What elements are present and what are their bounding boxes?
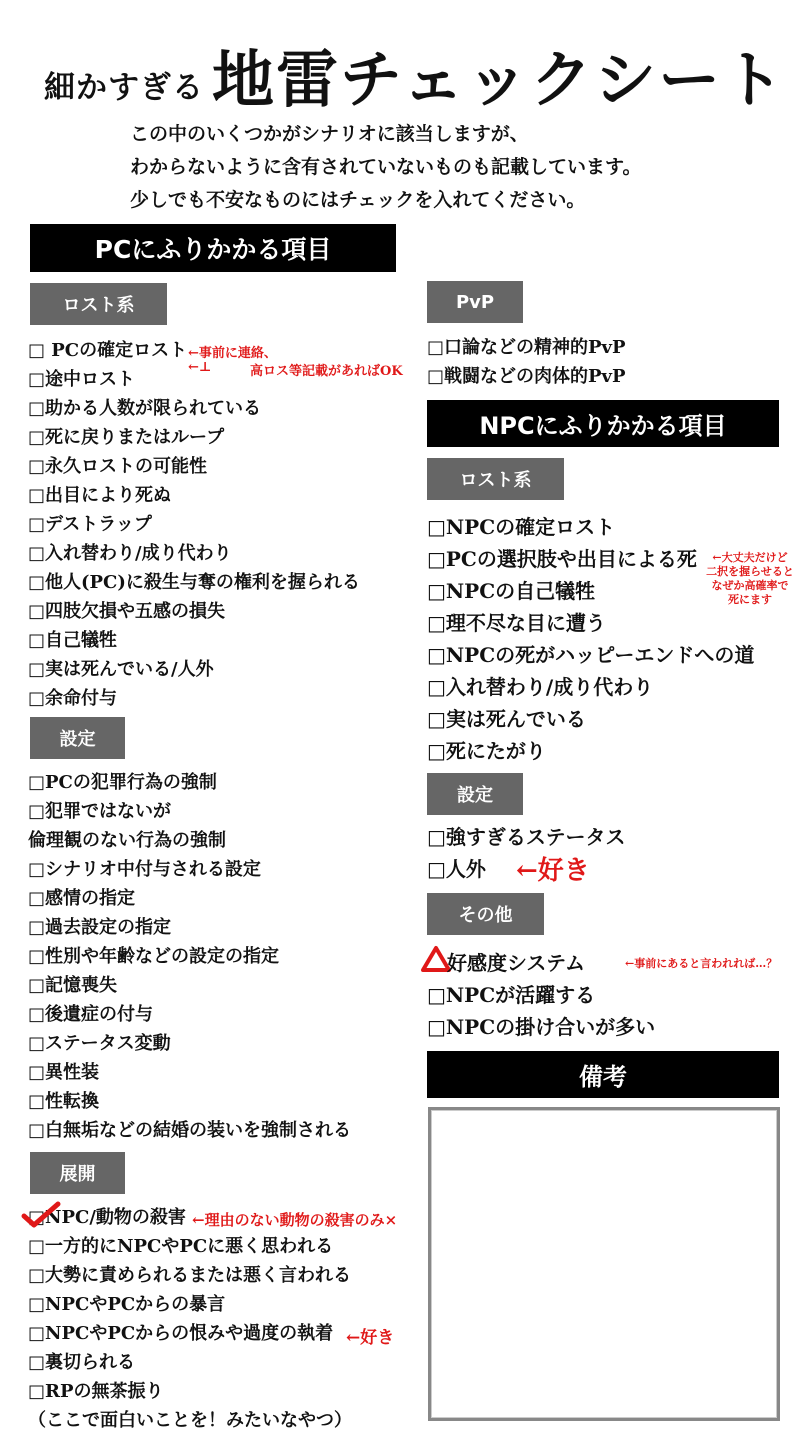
checklist-item[interactable]: □一方的にNPCやPCに悪く思われる <box>28 1236 334 1257</box>
annotation-line: 死にます <box>728 593 772 606</box>
checklist-item[interactable]: □NPCが活躍する <box>427 983 596 1007</box>
checklist-item[interactable]: □異性装 <box>28 1062 100 1083</box>
npc-other-tag <box>427 893 544 935</box>
checklist-item[interactable]: □強すぎるステータス <box>427 825 626 849</box>
checklist-item[interactable]: □シナリオ中付与される設定 <box>28 859 261 880</box>
checklist-item[interactable]: □永久ロストの可能性 <box>28 456 208 477</box>
annotation-pc-lost-1: ←事前に連絡、 <box>188 346 277 361</box>
checklist-item[interactable]: □PCの選択肢や出目による死 <box>427 547 697 571</box>
checklist-item-label: 好感度システム <box>447 951 585 975</box>
checklist-item[interactable]: □理不尽な目に遭う <box>427 611 606 635</box>
checklist-item[interactable]: □自己犠牲 <box>28 630 118 651</box>
pc-development-list <box>28 1203 352 1435</box>
checklist-item[interactable]: □性転換 <box>28 1091 100 1112</box>
checklist-item[interactable]: □NPCの自己犠牲 <box>427 579 596 603</box>
checklist-item[interactable]: □NPCの死がハッピーエンドへの道 <box>427 643 755 667</box>
checklist-item[interactable]: □大勢に責められるまたは悪く言われる <box>28 1265 352 1286</box>
npc-lost-tag <box>427 458 564 500</box>
checklist-item[interactable]: □口論などの精神的PvP <box>427 337 626 358</box>
checklist-item[interactable]: □性別や年齢などの設定の指定 <box>28 946 280 967</box>
notes-heading-label: 備考 <box>579 1063 627 1091</box>
pc-lost-list <box>28 336 360 713</box>
checklist-item[interactable]: □入れ替わり/成り代わり <box>427 675 654 699</box>
title-prefix: 細かすぎる <box>44 70 204 106</box>
checklist-item[interactable]: □デストラップ <box>28 514 152 535</box>
checklist-item[interactable]: □戦闘などの肉体的PvP <box>427 366 626 387</box>
pc-lost-tag <box>30 283 167 325</box>
npc-settings-tag <box>427 773 523 815</box>
checklist-item[interactable]: □NPCの確定ロスト <box>427 515 616 539</box>
checklist-item[interactable]: □感情の指定 <box>28 888 136 909</box>
npc-lost-list <box>427 511 754 767</box>
pc-development-tag <box>30 1152 125 1194</box>
checklist-item[interactable]: □RPの無茶振り <box>28 1381 164 1402</box>
checklist-item[interactable]: □ PCの確定ロスト <box>28 340 188 361</box>
checklist-item-continuation: （ここで面白いことを！みたいなやつ） <box>28 1410 352 1431</box>
intro-line: わからないように含有されていないものも記載しています。 <box>130 156 642 178</box>
npc-section-heading <box>427 400 779 447</box>
checklist-item[interactable]: □助かる人数が限られている <box>28 398 262 419</box>
pc-lost-tag-label: ロスト系 <box>62 295 135 316</box>
annotation-pc-lost-3: 高ロス等記載があればOK <box>250 364 403 379</box>
pc-settings-list <box>28 768 351 1145</box>
intro-line: この中のいくつかがシナリオに該当しますが、 <box>130 123 529 145</box>
checklist-item[interactable]: □出目により死ぬ <box>28 485 172 506</box>
checklist-item[interactable] <box>427 947 655 979</box>
annotation-npc-choice <box>702 551 798 607</box>
checklist-item[interactable]: □NPC/動物の殺害 <box>28 1207 186 1228</box>
checklist-item[interactable]: □四肢欠損や五感の損失 <box>28 601 226 622</box>
pc-section-heading-label: PCにふりかかる項目 <box>94 235 332 264</box>
annotation-npc-nonhuman: ←好き <box>516 856 590 886</box>
annotation-affinity: ←事前にあると言われれば…？ <box>625 957 778 970</box>
checklist-item[interactable]: □入れ替わり/成り代わり <box>28 543 232 564</box>
npc-section-heading-label: NPCにふりかかる項目 <box>479 412 727 440</box>
annotation-line: 二択を握らせると <box>706 565 794 578</box>
checklist-item[interactable]: □死に戻りまたはループ <box>28 427 225 448</box>
annotation-animal-kill: ←理由のない動物の殺害のみ× <box>192 1211 398 1229</box>
npc-other-list <box>427 947 655 1043</box>
checklist-item[interactable]: □裏切られる <box>28 1352 136 1373</box>
checklist-item[interactable]: □白無垢などの結婚の装いを強制される <box>28 1120 352 1141</box>
npc-settings-tag-label: 設定 <box>457 785 493 806</box>
pc-section-heading <box>30 224 396 272</box>
pvp-list <box>427 333 626 391</box>
npc-lost-tag-label: ロスト系 <box>459 470 532 491</box>
annotation-line: なぜか高確率で <box>711 579 789 592</box>
checklist-item[interactable]: □NPCやPCからの恨みや過度の執着 <box>28 1323 334 1344</box>
notes-heading <box>427 1051 779 1098</box>
intro-line: 少しでも不安なものにはチェックを入れてください。 <box>130 189 586 211</box>
checklist-item[interactable]: □NPCやPCからの暴言 <box>28 1294 226 1315</box>
checklist-item[interactable]: □PCの犯罪行為の強制 <box>28 772 217 793</box>
notes-box[interactable] <box>428 1107 780 1421</box>
npc-other-tag-label: その他 <box>458 905 513 926</box>
checkmark-icon <box>20 1200 62 1230</box>
checklist-item[interactable]: □実は死んでいる <box>427 707 586 731</box>
checklist-item[interactable]: □他人(PC)に殺生与奪の権利を握られる <box>28 572 360 593</box>
checklist-item[interactable]: □過去設定の指定 <box>28 917 172 938</box>
pvp-tag-label: PvP <box>455 291 495 313</box>
page-title: 地雷チェックシート <box>212 43 787 116</box>
checklist-item[interactable]: □実は死んでいる/人外 <box>28 659 214 680</box>
pc-development-tag-label: 展開 <box>59 1164 96 1185</box>
pc-settings-tag <box>30 717 125 759</box>
checklist-item[interactable]: □余命付与 <box>28 688 118 709</box>
annotation-line: ←大丈夫だけど <box>712 551 788 564</box>
checklist-item[interactable]: □人外 <box>427 857 486 881</box>
checklist-item[interactable]: □途中ロスト <box>28 369 136 390</box>
pc-settings-tag-label: 設定 <box>59 729 96 750</box>
checklist-item[interactable]: □後遺症の付与 <box>28 1004 154 1025</box>
checklist-item[interactable]: □NPCの掛け合いが多い <box>427 1015 656 1039</box>
pvp-tag <box>427 281 523 323</box>
annotation-pc-lost-2: ←⊥ <box>188 360 212 375</box>
annotation-obsession: ←好き <box>346 1328 395 1348</box>
checklist-item[interactable]: □ステータス変動 <box>28 1033 171 1054</box>
intro-text <box>130 118 641 217</box>
checklist-item[interactable]: □死にたがり <box>427 739 546 763</box>
checklist-item-continuation: 倫理観のない行為の強制 <box>28 830 226 851</box>
checklist-item[interactable]: □記憶喪失 <box>28 975 118 996</box>
checklist-item[interactable]: □犯罪ではないが <box>28 801 172 822</box>
